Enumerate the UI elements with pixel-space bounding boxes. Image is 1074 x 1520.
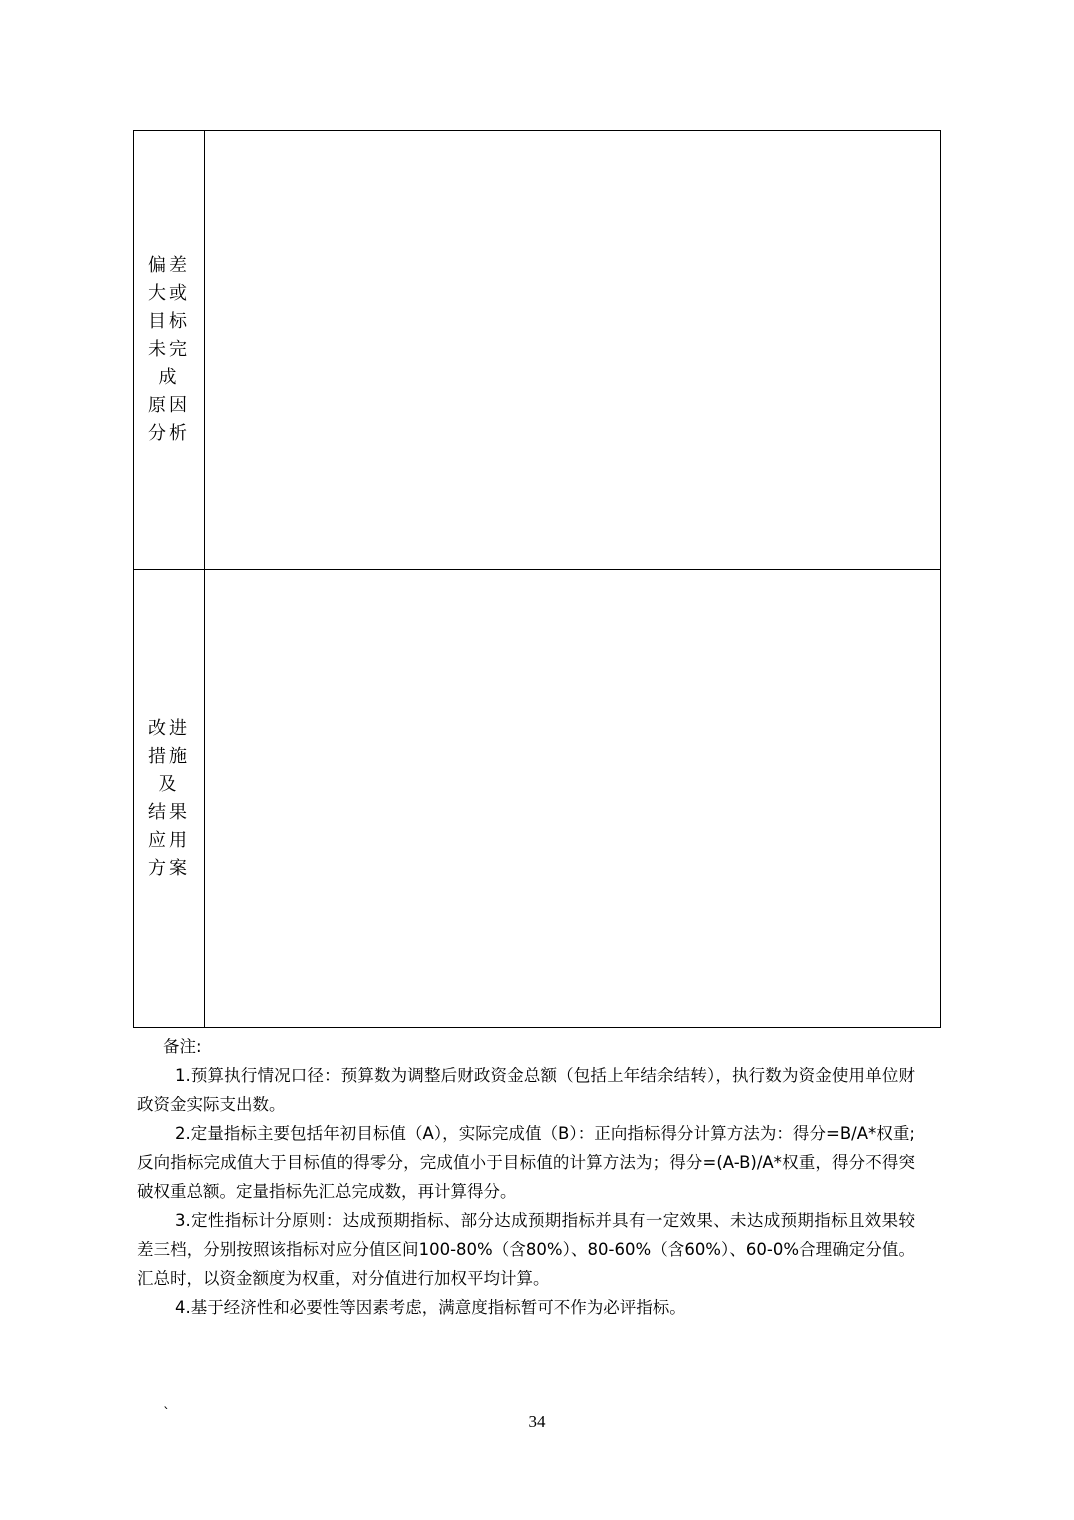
label-line: 措施: [148, 745, 190, 767]
note-item-3: [137, 1206, 915, 1293]
label-line: 方案: [148, 857, 190, 879]
notes-section: [137, 1032, 915, 1322]
improvement-plan-content-cell[interactable]: [205, 570, 940, 1027]
note-item-2: [137, 1119, 915, 1206]
label-line: 应用: [148, 829, 190, 851]
row-label-improvement-plan: [148, 715, 190, 883]
label-line: 目标: [148, 311, 190, 332]
note-item-1: [137, 1061, 915, 1119]
note-text: 1.预算执行情况口径：预算数为调整后财政资金总额（包括上年结余结转），执行数为资金使用单位财政资金实际支出数。: [137, 1066, 915, 1114]
label-line: 及: [158, 773, 180, 795]
label-line: 改进: [148, 717, 190, 739]
row-label-cell: [134, 570, 205, 1027]
note-item-4: [137, 1293, 915, 1322]
note-text: 3.定性指标计分原则：达成预期指标、部分达成预期指标并具有一定效果、未达成预期指标且效果较差三档，分别按照该指标对应分值区间100-80%（含80%）、80-60%（含60%）、60-0%合理确定分值。汇总时，以资金额度为权重，对分值进行加权平均计算。: [137, 1211, 915, 1288]
notes-title: 备注:: [163, 1037, 202, 1056]
label-line: 未完: [148, 339, 190, 360]
evaluation-table: [133, 130, 941, 1028]
label-line: 大或: [148, 283, 190, 304]
page-number: 34: [528, 1412, 546, 1431]
table-row-deviation-analysis: [134, 131, 940, 570]
footer-mark: `: [163, 1406, 170, 1422]
label-line: 分析: [148, 423, 190, 444]
label-line: 原因: [148, 395, 190, 416]
row-label-cell: [134, 131, 205, 569]
deviation-analysis-content-cell[interactable]: [205, 131, 940, 569]
label-line: 结果: [148, 801, 190, 823]
note-text: 2.定量指标主要包括年初目标值（A），实际完成值（B）：正向指标得分计算方法为：得分=B/A*权重;反向指标完成值大于目标值的得零分，完成值小于目标值的计算方法为；得分=(A-B)/A*权重，得分不得突破权重总额。定量指标先汇总完成数，再计算得分。: [137, 1124, 915, 1201]
label-line: 偏差: [148, 255, 190, 276]
note-text: 4.基于经济性和必要性等因素考虑，满意度指标暂可不作为必评指标。: [175, 1298, 686, 1317]
label-line: 成: [158, 367, 180, 388]
row-label-deviation-analysis: [148, 252, 190, 448]
table-row-improvement-plan: [134, 570, 940, 1027]
